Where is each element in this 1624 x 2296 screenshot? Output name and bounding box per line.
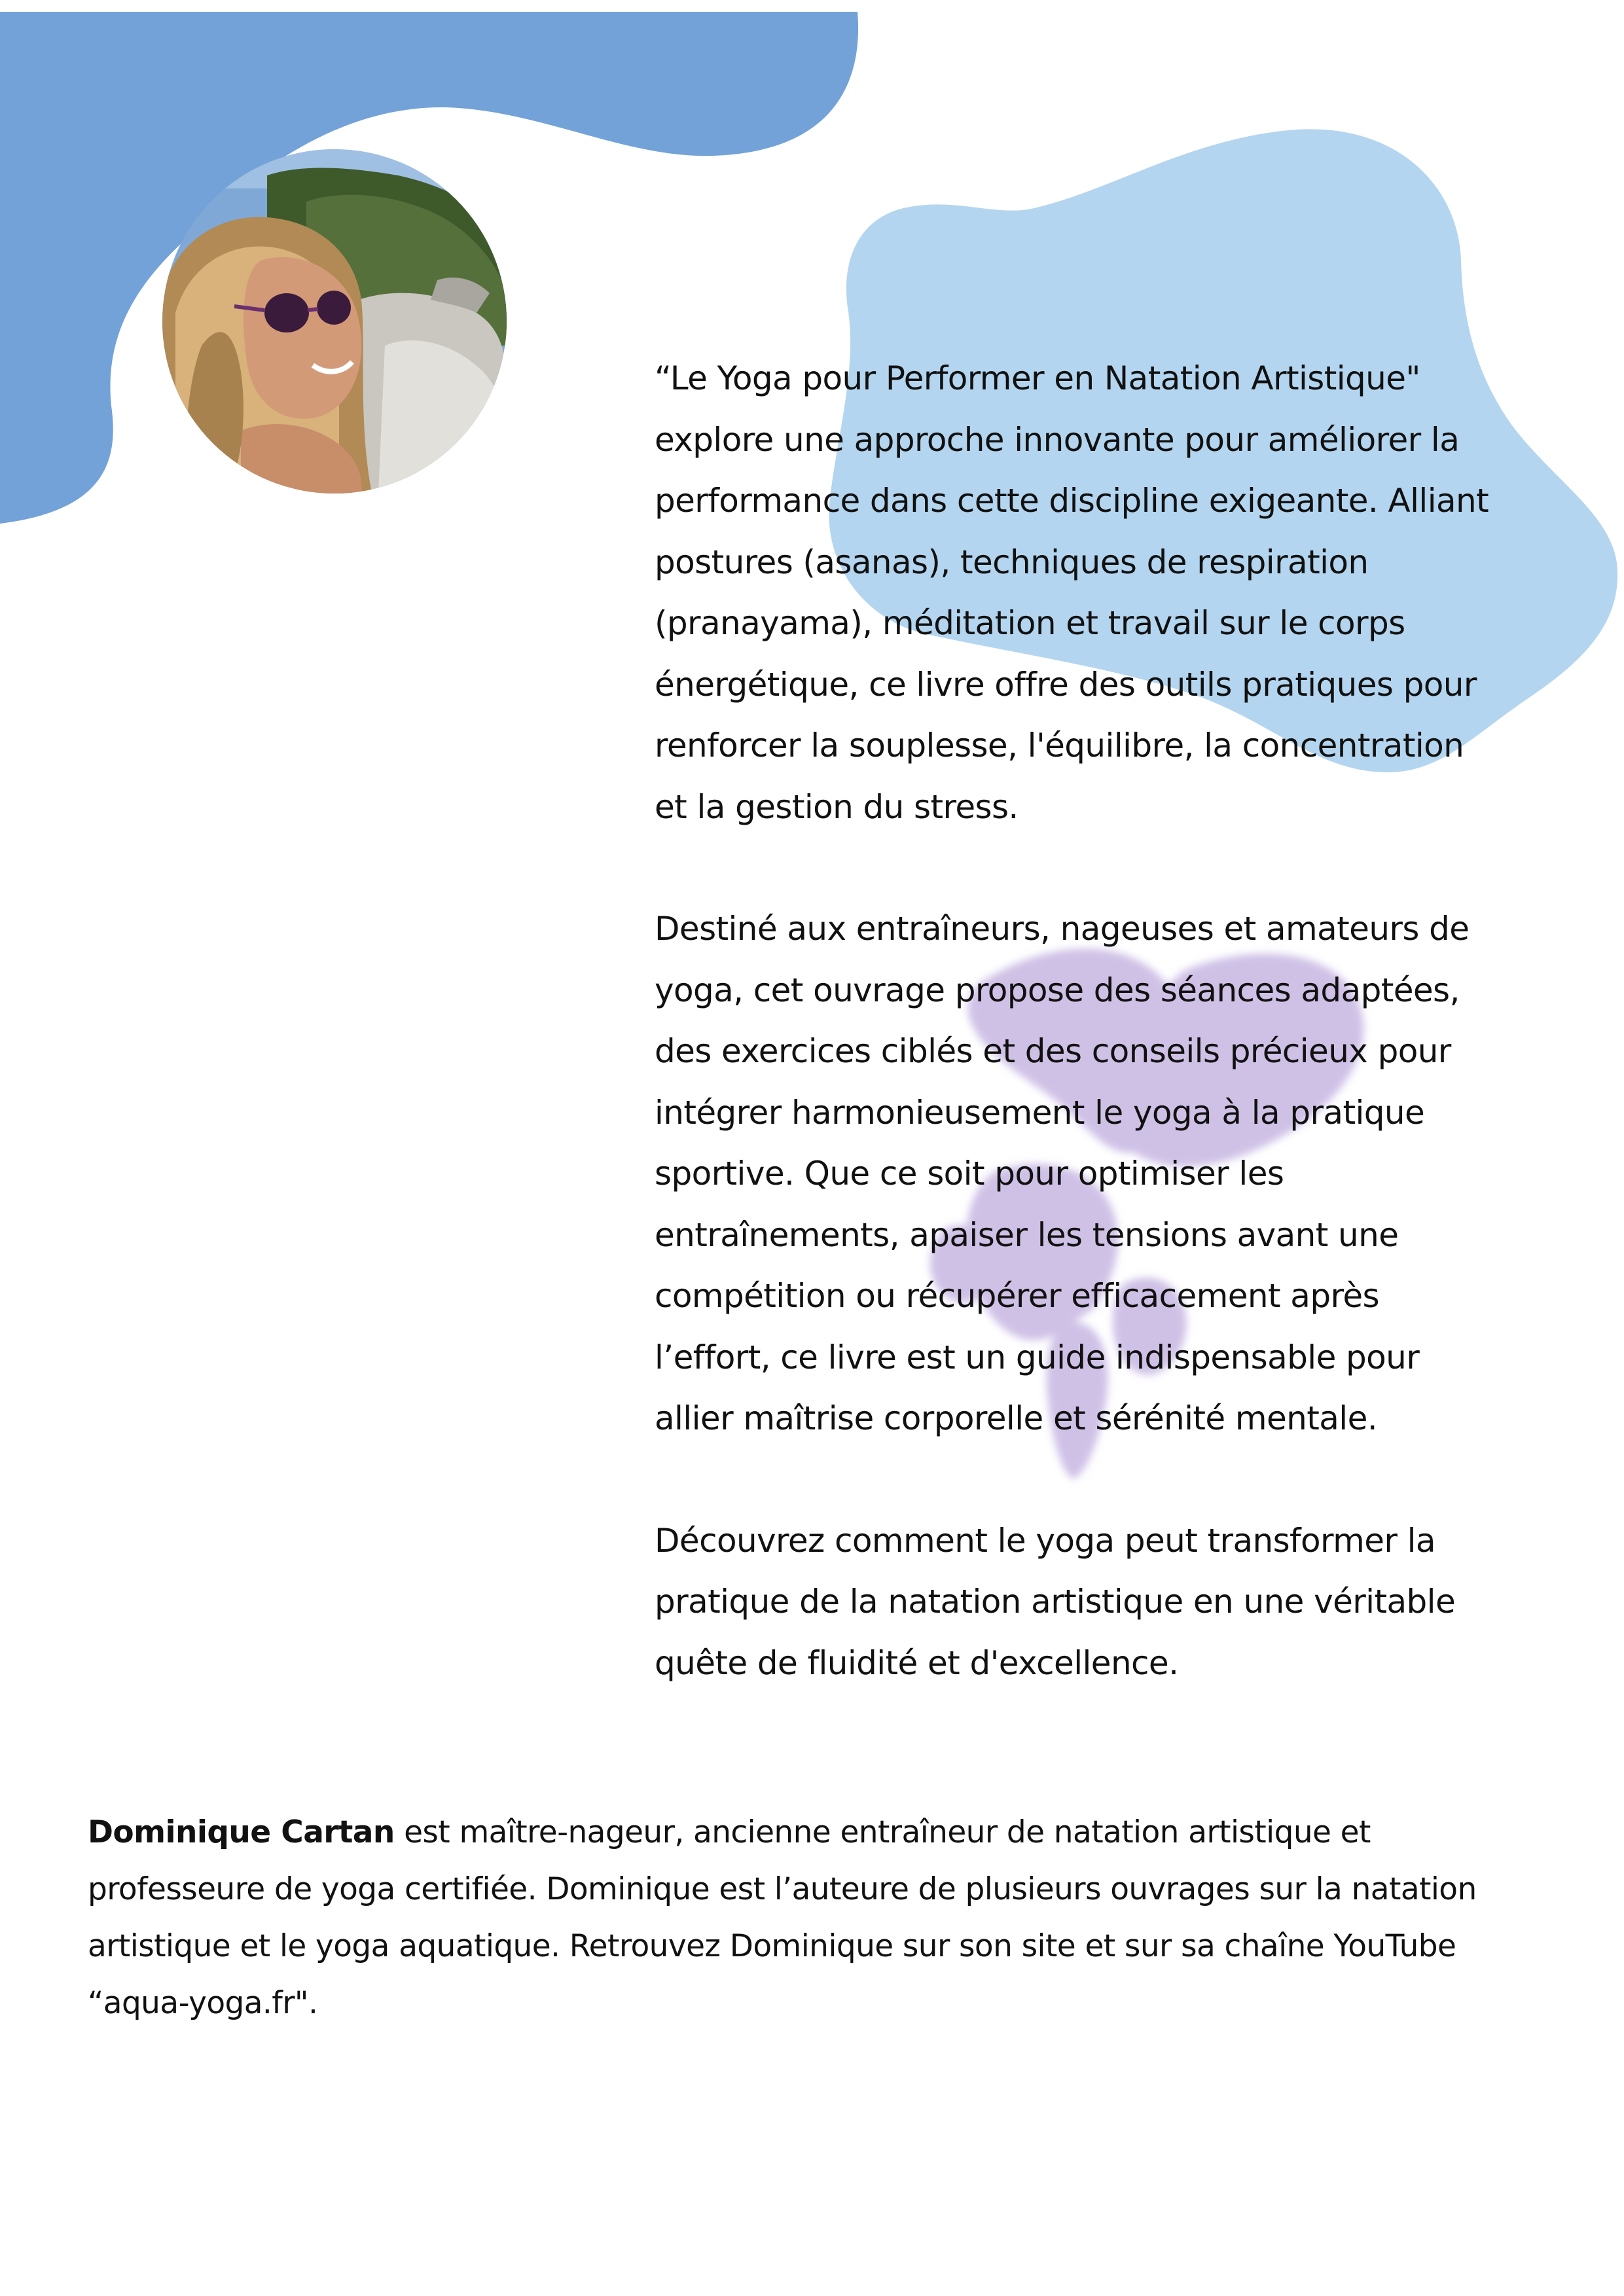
book-summary (655, 348, 1551, 1694)
author-portrait-photo-icon (162, 149, 507, 493)
summary-paragraph-2: Destiné aux entraîneurs, nageuses et amateurs de yoga, cet ouvrage propose des séances adaptées, des exercices ciblés et des conseils précieux pour intégrer harmonieusement le yoga à la pratique sportive. Que ce soit pour optimiser les entraînements, apaiser les tensions avant une compétition ou récupérer efficacement après l’effort, ce livre est un guide indispensable pour allier maîtrise corporelle et sérénité mentale. (655, 910, 1470, 1437)
author-bio (88, 1804, 1554, 2032)
author-photo (162, 149, 507, 493)
author-bio-text: est maître-nageur, ancienne entraîneur de natation artistique et professeure de yoga certifiée. Dominique est l’auteure de plusieurs ouvrages sur la natation artistique et le yoga aquatique. Retrouvez Dominique sur son site et sur sa chaîne YouTube “aqua-yoga.fr". (88, 1814, 1477, 2021)
summary-paragraph-1: “Le Yoga pour Performer en Natation Artistique" explore une approche innovante pour améliorer la performance dans cette discipline exigeante. Alliant postures (asanas), techniques de respiration (pranayama), méditation et travail sur le corps énergétique, ce livre offre des outils pratiques pour renforcer la souplesse, l'équilibre, la concentration et la gestion du stress. (655, 359, 1489, 826)
summary-paragraph-3: Découvrez comment le yoga peut transformer la pratique de la natation artistique en une véritable quête de fluidité et d'excellence. (655, 1521, 1456, 1682)
author-name: Dominique Cartan (88, 1814, 395, 1850)
